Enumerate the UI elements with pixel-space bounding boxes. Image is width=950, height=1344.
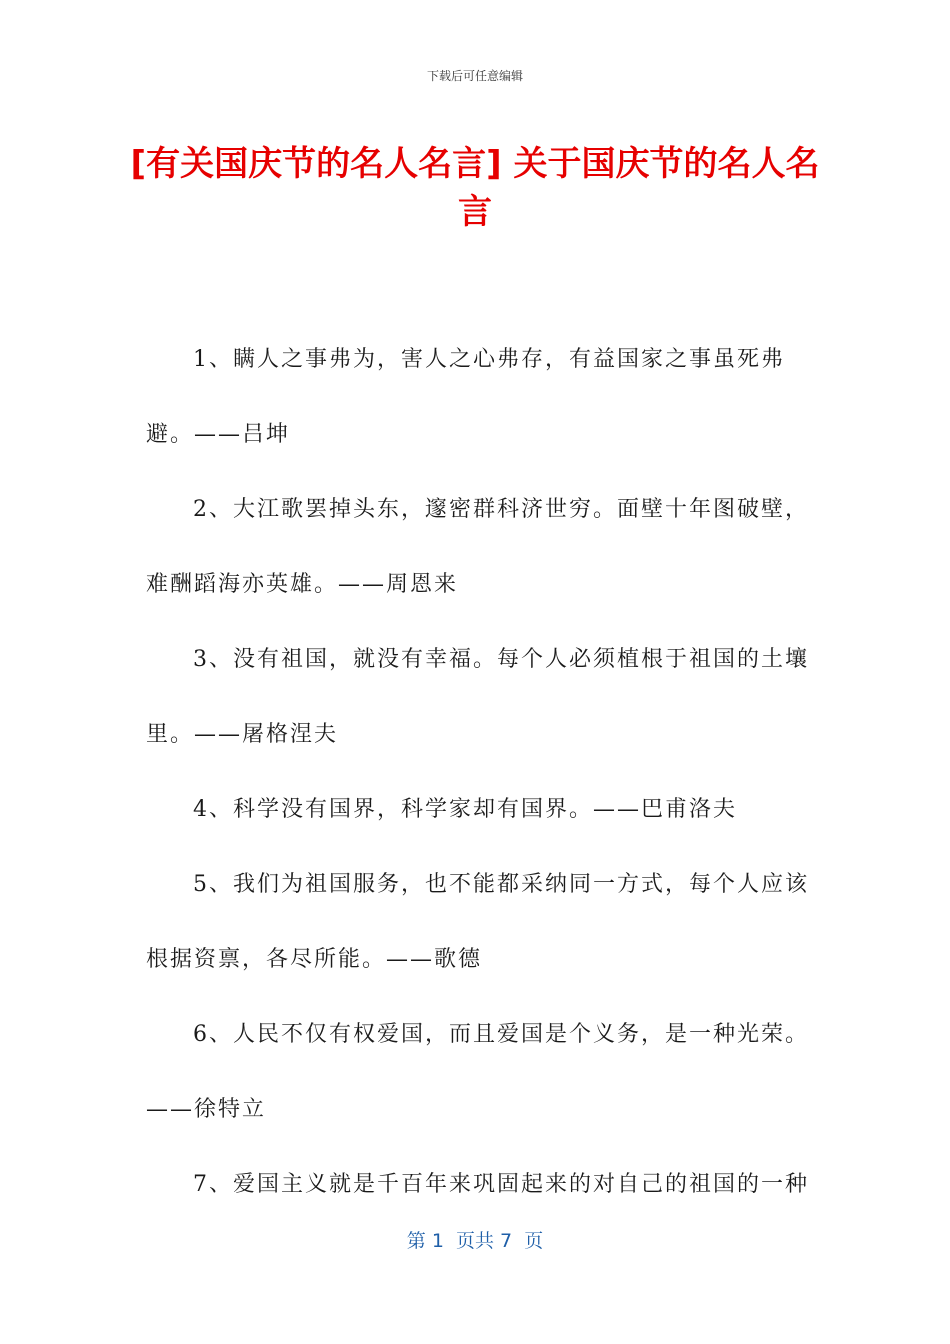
- quote-paragraph-5: 5、我们为祖国服务，也不能都采纳同一方式，每个人应该根据资禀，各尽所能。——歌德: [146, 872, 809, 972]
- quote-paragraph-1: 1、瞒人之事弗为，害人之心弗存，有益国家之事虽死弗避。——吕坤: [146, 347, 785, 447]
- document-body: [146, 322, 816, 1222]
- quote-paragraph-2: 2、大江歌罢掉头东，邃密群科济世穷。面壁十年图破壁，难酬蹈海亦英雄。——周恩来: [146, 497, 809, 597]
- document-title: [有关国庆节的名人名言] 关于国庆节的名人名言: [130, 144, 820, 232]
- quote-paragraph-6: 6、人民不仅有权爱国，而且爱国是个义务，是一种光荣。——徐特立: [146, 1022, 809, 1122]
- quote-paragraph-7: 7、爱国主义就是千百年来巩固起来的对自己的祖国的一种: [193, 1172, 809, 1197]
- header-note: 下载后可任意编辑: [426, 69, 523, 83]
- quote-paragraph-3: 3、没有祖国，就没有幸福。每个人必须植根于祖国的土壤里。——屠格涅夫: [146, 647, 809, 747]
- quote-paragraph-4: 4、科学没有国界，科学家却有国界。——巴甫洛夫: [193, 797, 737, 822]
- page-number-footer: 第 1 页共 7 页: [406, 1230, 544, 1252]
